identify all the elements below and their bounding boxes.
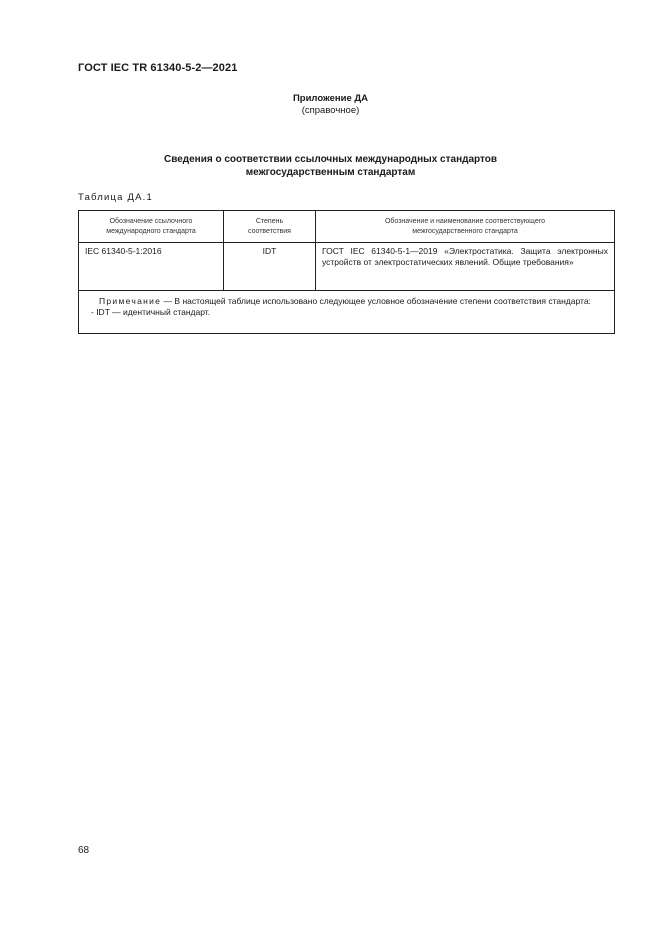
- appendix-title: Приложение ДА: [292, 93, 369, 104]
- appendix-subtitle: (справочное): [301, 105, 360, 116]
- table-note-row: [79, 291, 615, 334]
- table-header-row: [79, 211, 615, 243]
- note-item: - IDT — идентичный стандарт.: [91, 307, 211, 317]
- section-heading-line-2: межгосударственным стандартам: [245, 167, 416, 178]
- note-text: — В настоящей таблице использовано следующее условное обозначение степени соответствия стандарта:: [161, 296, 591, 306]
- correspondence-table-wrap: [78, 210, 614, 334]
- table-caption: Таблица ДА.1: [78, 192, 153, 203]
- header-degree: Степень соответствия: [224, 211, 316, 243]
- section-heading-line-1: Сведения о соответствии ссылочных международных стандартов: [163, 154, 498, 165]
- appendix-block: [0, 93, 661, 117]
- table-row: [79, 243, 615, 291]
- note-label: Примечание: [99, 296, 162, 306]
- table-note: [79, 291, 615, 334]
- cell-interstate-standard: ГОСТ IEC 61340-5-1—2019 «Электростатика. Защита электронных устройств от электростатических явлений. Общие требования»: [316, 243, 615, 291]
- page-number: 68: [78, 845, 90, 856]
- header-ref-standard: Обозначение ссылочного международного стандарта: [79, 211, 224, 243]
- header-interstate-standard: Обозначение и наименование соответствующего межгосударственного стандарта: [316, 211, 615, 243]
- cell-degree: IDT: [224, 243, 316, 291]
- correspondence-table: [78, 210, 615, 334]
- document-code: ГОСТ IEC TR 61340-5-2—2021: [78, 62, 238, 74]
- section-heading: [0, 153, 661, 179]
- cell-ref-standard: IEC 61340-5-1:2016: [79, 243, 224, 291]
